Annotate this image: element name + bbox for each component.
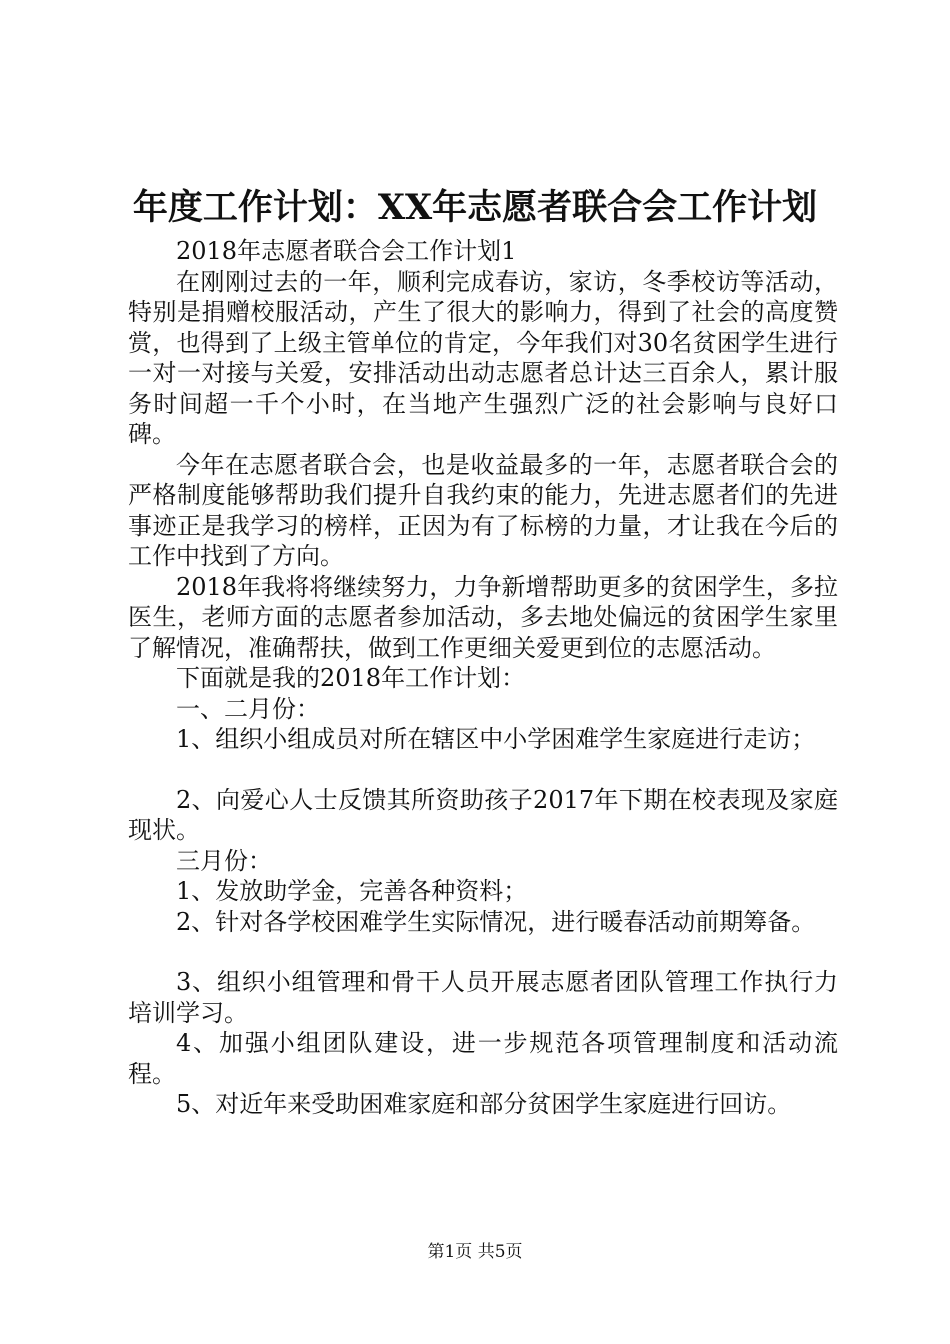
paragraph: 在刚刚过去的一年，顺利完成春访，家访，冬季校访等活动，特别是捐赠校服活动，产生了很大的影响力，得到了社会的高度赞赏，也得到了上级主管单位的肯定，今年我们对30名贫困学生进行一对一对接与关爱，安排活动出动志愿者总计达三百余人，累计服务时间超一千个小时，在当地产生强烈广泛的社会影响与良好口碑。 [128, 267, 838, 448]
list-item: 5、对近年来受助困难家庭和部分贫困学生家庭进行回访。 [176, 1090, 792, 1118]
document-body [128, 236, 838, 1120]
document-title: 年度工作计划：XX年志愿者联合会工作计划 [132, 187, 818, 228]
list-heading: 三月份： [176, 846, 272, 875]
paragraph: 下面就是我的2018年工作计划： [176, 664, 526, 692]
paragraph: 今年在志愿者联合会，也是收益最多的一年，志愿者联合会的严格制度能够帮助我们提升自我约束的能力，先进志愿者们的先进事迹正是我学习的榜样，正因为有了标榜的力量，才让我在今后的工作中找到了方向。 [128, 450, 838, 570]
list-item: 1、组织小组成员对所在辖区中小学困难学生家庭进行走访； [176, 725, 816, 753]
list-item: 4、加强小组团队建设，进一步规范各项管理制度和活动流程。 [128, 1029, 838, 1088]
list-item: 2、向爱心人士反馈其所资助孩子2017年下期在校表现及家庭现状。 [128, 785, 838, 844]
paragraph: 2018年我将将继续努力，力争新增帮助更多的贫困学生，多拉医生，老师方面的志愿者参加活动，多去地处偏远的贫困学生家里了解情况，准确帮扶，做到工作更细关爱更到位的志愿活动。 [128, 572, 838, 662]
page-indicator: 第1页 共5页 [427, 1242, 523, 1262]
paragraph-heading: 2018年志愿者联合会工作计划1 [176, 237, 517, 265]
list-item: 1、发放助学金，完善各种资料； [176, 877, 528, 905]
list-item: 2、针对各学校困难学生实际情况，进行暖春活动前期筹备。 [176, 907, 816, 936]
list-item: 3、组织小组管理和骨干人员开展志愿者团队管理工作执行力培训学习。 [128, 968, 838, 1027]
list-heading: 一、二月份： [176, 694, 320, 723]
